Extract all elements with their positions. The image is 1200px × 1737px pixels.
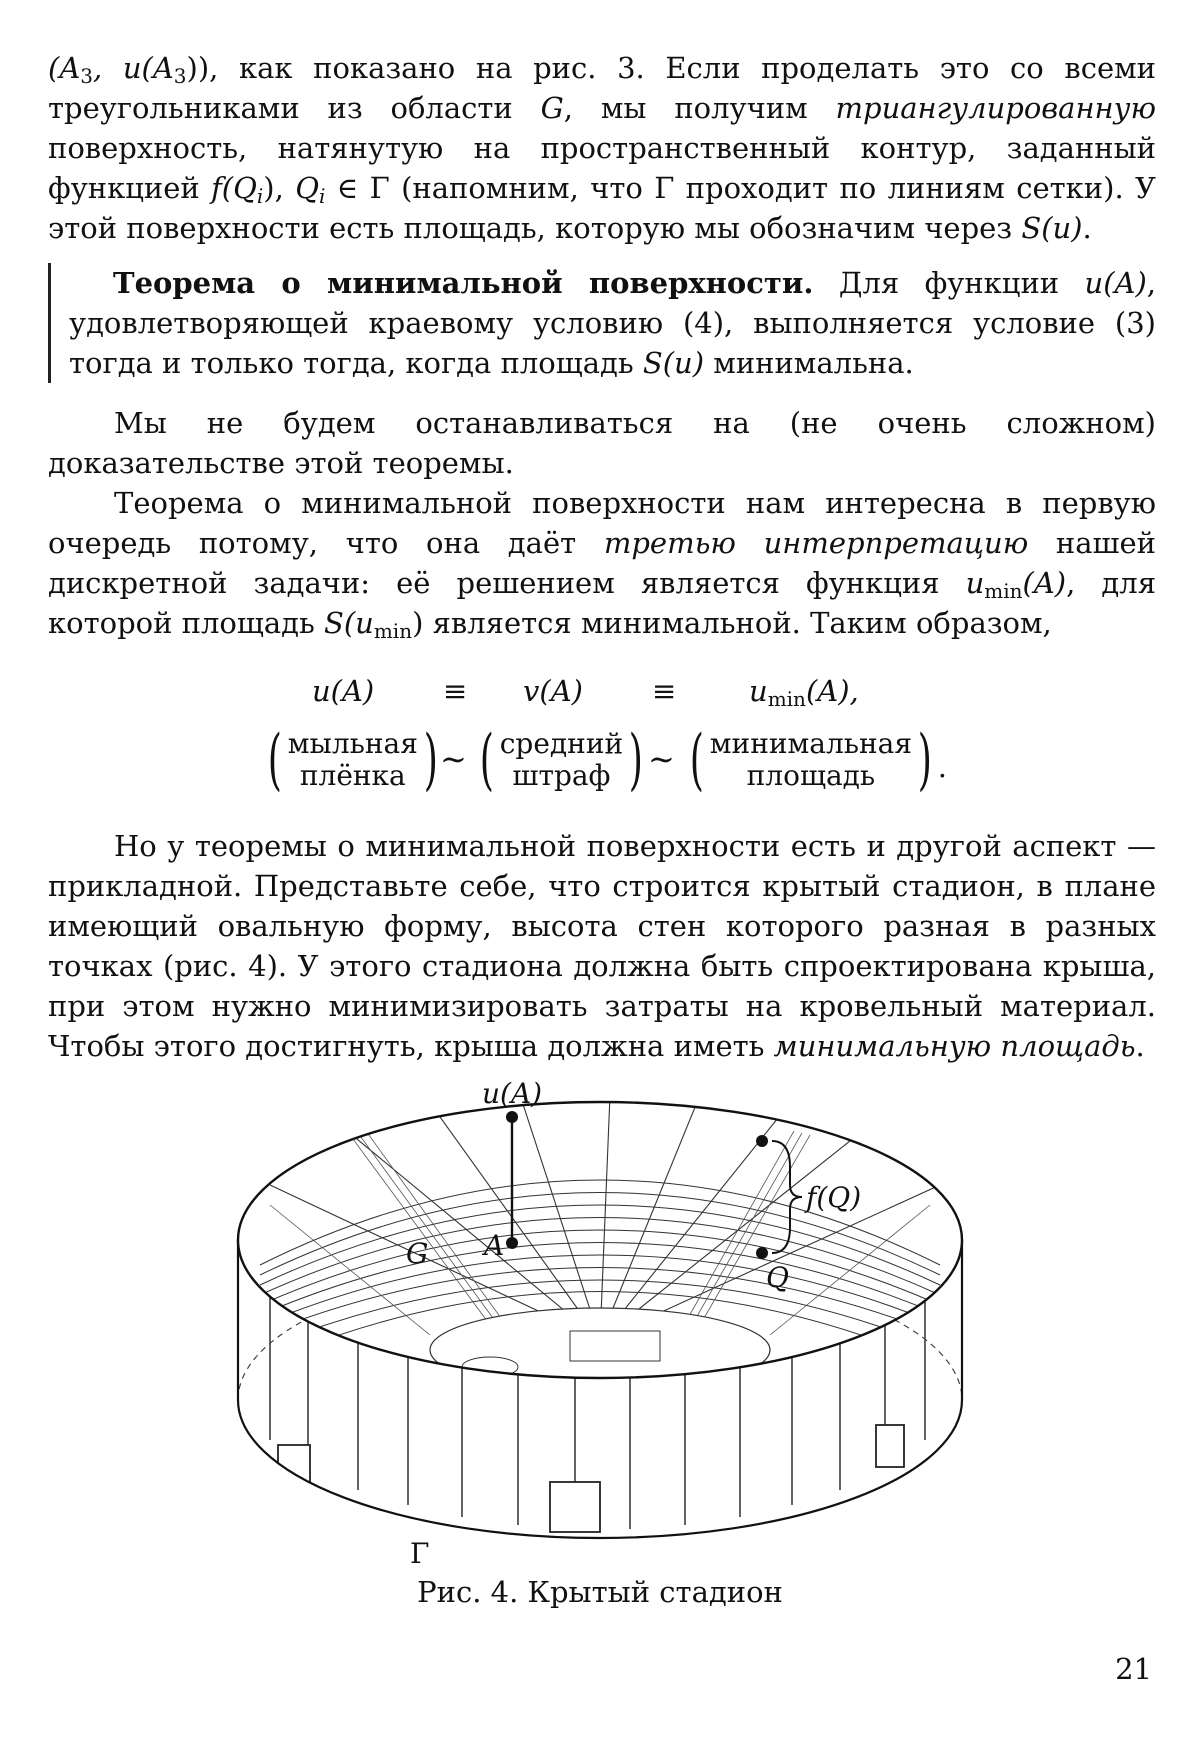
label-g: G: [406, 1237, 428, 1270]
math-sub-3: 3: [80, 64, 93, 88]
math-u-a3: , u(A: [93, 51, 174, 85]
text-span: , для которой площадь: [48, 566, 1156, 640]
math-sub-i: i: [257, 184, 263, 208]
math-arg-a: (A),: [806, 674, 859, 708]
left-paren: (: [690, 724, 704, 796]
label-a: A: [481, 1229, 504, 1262]
page-number: 21: [1115, 1652, 1152, 1686]
math-close: )): [187, 51, 210, 85]
paragraph-1: [48, 48, 1156, 248]
right-paren: ): [424, 724, 438, 796]
figure-caption: Рис. 4. Крытый стадион: [0, 1575, 1200, 1609]
mean-penalty-top: средний: [500, 728, 623, 760]
math-close: ),: [263, 171, 295, 205]
label-gamma: Γ: [410, 1537, 429, 1570]
mean-penalty-bottom: штраф: [512, 760, 610, 792]
group-soap-film: [262, 724, 444, 796]
paragraph-2: Мы не будем останавливаться на (не очень сложном) доказательстве этой теоремы.: [48, 403, 1156, 483]
math-s-u: S(u): [643, 346, 704, 380]
paragraph-2-3: [48, 403, 1156, 643]
label-u-a: u(A): [482, 1077, 542, 1110]
math-sub-min: min: [768, 687, 806, 711]
left-paren: (: [268, 724, 282, 796]
text-span: Но у теоремы о минимальной поверхности есть и другой аспект — прикладной. Представьте себе, что строится крытый стадион, в плане имеющий овальную форму, высота стен которого разная в разных точках (рис. 4). У этого стадиона должна быть спроектирована крыша, при этом нужно минимизировать затраты на кровельный материал. Чтобы этого достигнуть, крыша должна иметь: [48, 829, 1156, 1063]
equation-lhs: u(A): [312, 674, 374, 708]
point-wall-top: [756, 1135, 768, 1147]
text-span: Для функции: [813, 266, 1084, 300]
paragraph-3: [48, 483, 1156, 643]
right-paren: ): [918, 724, 932, 796]
soap-film-bottom: плёнка: [300, 760, 406, 792]
theorem-text: [69, 263, 1156, 383]
equation-rhs: [749, 674, 859, 708]
equation-period: .: [938, 750, 947, 784]
math-u: u: [966, 566, 985, 600]
book-page: [0, 0, 1200, 1737]
text-span: минимальна.: [704, 346, 914, 380]
theorem-block: [48, 263, 1156, 383]
math-sub-i: i: [319, 184, 325, 208]
text-span: , удовлетворяющей краевому условию (4), выполняется условие (3) тогда и только тогда, когда площадь: [69, 266, 1156, 380]
label-f-q: f(Q): [804, 1181, 861, 1214]
math-u-a: u(A): [1085, 266, 1147, 300]
emphasis-minimal-area: минимальную площадь: [774, 1029, 1136, 1063]
math-u: u: [749, 674, 768, 708]
soap-film-top: мыльная: [288, 728, 418, 760]
text-span: Теорема о минимальной поверхности нам интересна в первую очередь потому, что она даёт: [48, 486, 1156, 560]
text-span: .: [1136, 1029, 1145, 1063]
left-paren: (: [480, 724, 494, 796]
emphasis-triangulated: триангулированную: [836, 91, 1157, 125]
tilde-2: ∼: [648, 740, 675, 778]
equation-equiv-2: ≡: [652, 674, 676, 708]
group-text: [500, 728, 623, 792]
paragraph-4: [48, 826, 1156, 1066]
text-span: нашей дискретной задачи: её решением является функция: [48, 526, 1156, 600]
text-span: является минимальной. Таким образом,: [423, 606, 1051, 640]
text-span: поверхность, натянутую на пространственный контур, заданный функцией: [48, 131, 1156, 205]
paragraph-4-text: [48, 826, 1156, 1066]
minimal-area-top: минимальная: [710, 728, 912, 760]
emphasis-third-interpretation: третью интерпретацию: [604, 526, 1028, 560]
math-g: G: [541, 91, 564, 125]
math-sub-min: min: [984, 579, 1022, 603]
group-text: [710, 728, 912, 792]
label-q: Q: [766, 1261, 789, 1294]
point-q: [756, 1247, 768, 1259]
group-mean-penalty: [474, 724, 649, 796]
math-s-u: S(u): [1021, 211, 1082, 245]
theorem-title: Теорема о минимальной поверхности.: [113, 266, 813, 300]
equation-equiv-1: ≡: [443, 674, 467, 708]
point-a: [506, 1237, 518, 1249]
math-q: Q: [295, 171, 319, 205]
math-sub-3b: 3: [174, 64, 187, 88]
equation-interpretations: [0, 724, 1200, 800]
stadium-figure: [230, 1095, 970, 1565]
math-s-u: S(u: [324, 606, 374, 640]
text-span: , мы получим: [564, 91, 836, 125]
tilde-1: ∼: [440, 740, 467, 778]
math-a3-open: (A: [48, 51, 80, 85]
right-paren: ): [629, 724, 643, 796]
point-ua: [506, 1111, 518, 1123]
text-span: .: [1083, 211, 1092, 245]
math-close: ): [412, 606, 423, 640]
math-arg-a: (A): [1023, 566, 1067, 600]
math-sub-min: min: [374, 619, 412, 643]
text-span: , как показано на рис. 3. Если проделать это со всеми треугольниками из области: [48, 51, 1156, 125]
minimal-area-bottom: площадь: [747, 760, 876, 792]
paragraph-1-text: [48, 48, 1156, 248]
group-minimal-area: [684, 724, 947, 796]
text-span: ∈ Γ (напомним, что Γ проходит по линиям сетки). У этой поверхности есть площадь, которую мы обозначим через: [48, 171, 1156, 245]
math-f-qi: f(Q: [211, 171, 257, 205]
equation-middle: v(A): [523, 674, 583, 708]
group-text: [288, 728, 418, 792]
